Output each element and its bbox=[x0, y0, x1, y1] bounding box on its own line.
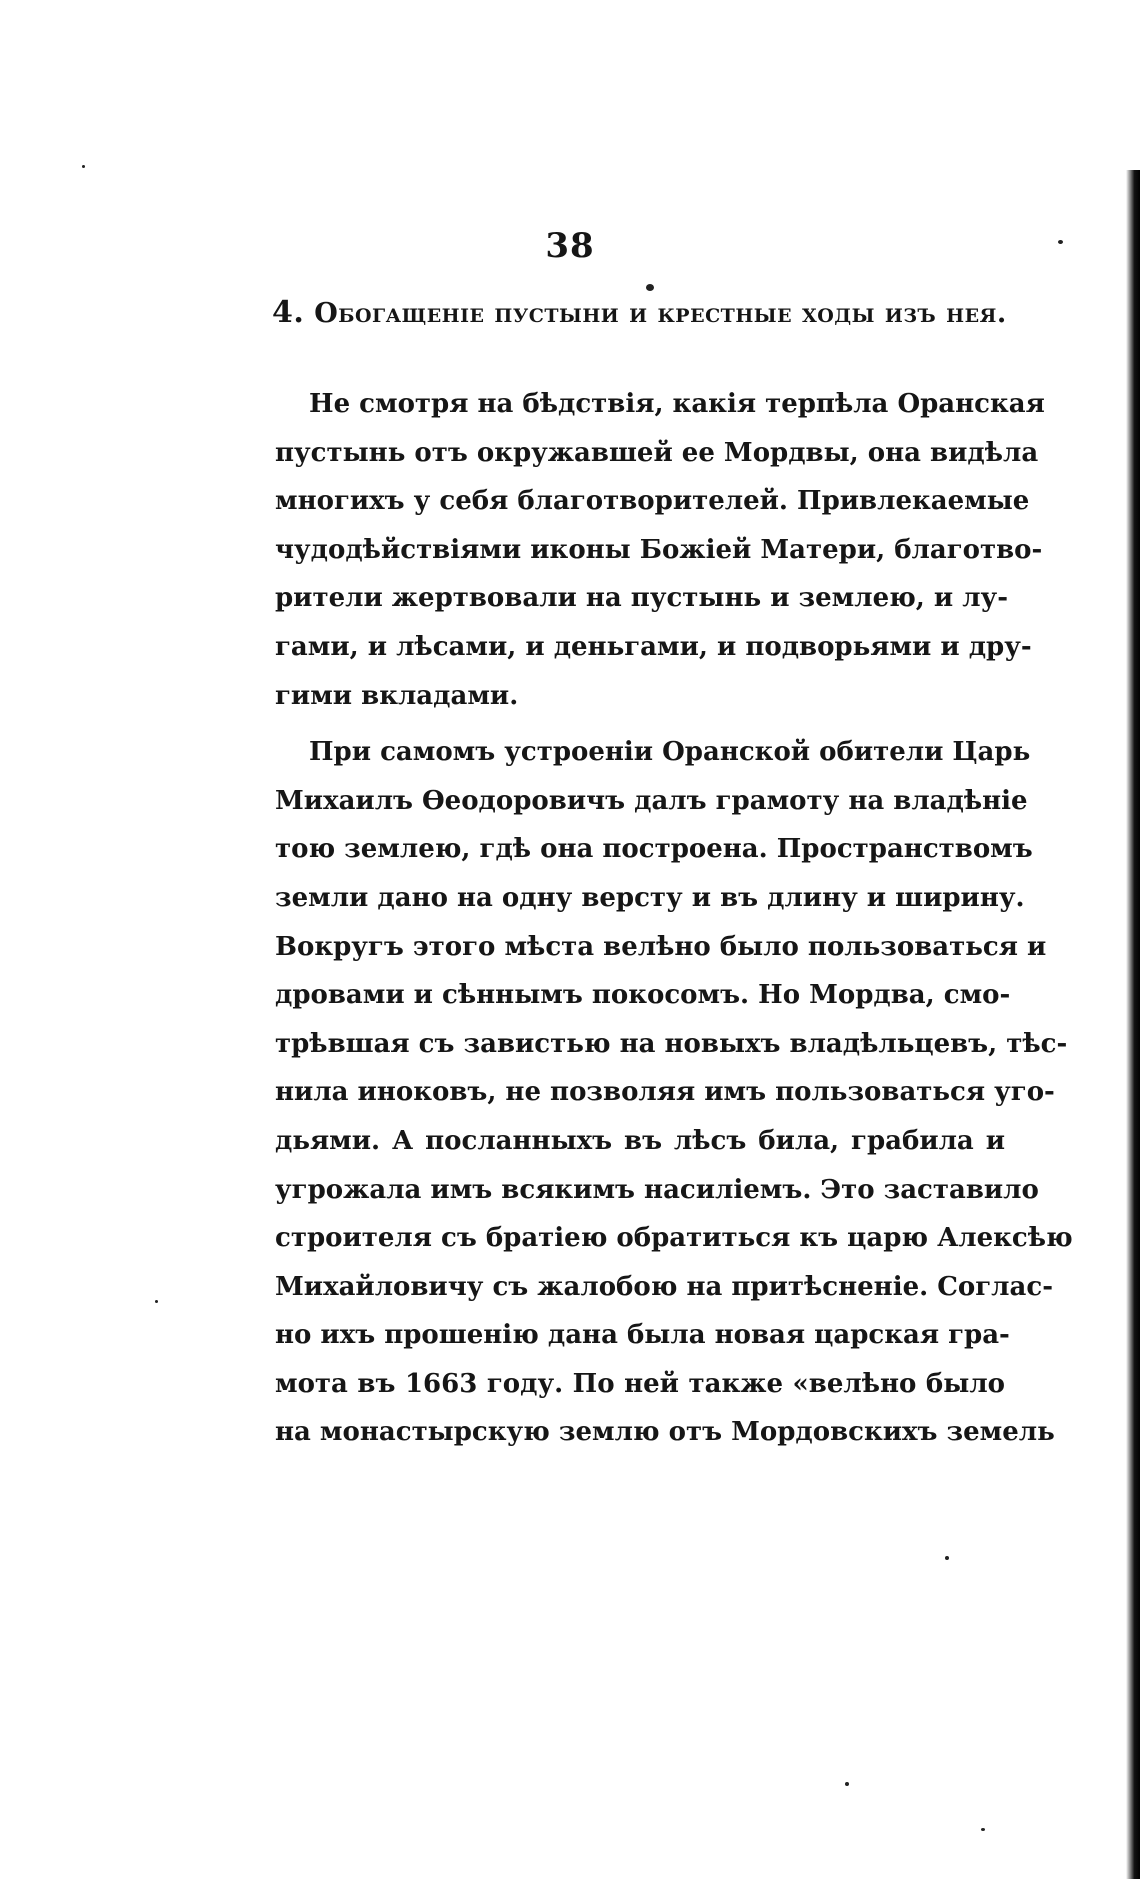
text-line: угрожала имъ всякимъ насиліемъ. Это заставило bbox=[275, 1174, 1039, 1205]
paper-speck bbox=[155, 1300, 158, 1303]
text-line: Михайловичу съ жалобою на притѣсненіе. Соглас- bbox=[275, 1271, 1053, 1302]
text-line: Михаилъ Ѳеодоровичъ далъ грамоту на владѣніе bbox=[275, 785, 1028, 816]
paper-speck bbox=[981, 1828, 985, 1831]
paragraph bbox=[275, 728, 1073, 1457]
page-edge-shadow bbox=[1126, 170, 1140, 1879]
paragraph bbox=[275, 380, 1045, 720]
text-line: земли дано на одну версту и въ длину и ширину. bbox=[275, 882, 1025, 913]
text-line: трѣвшая съ завистью на новыхъ владѣльцевъ, тѣс- bbox=[275, 1028, 1068, 1059]
page-number: 38 bbox=[545, 226, 595, 266]
text-line: пустынь отъ окружавшей ее Мордвы, она видѣла bbox=[275, 437, 1039, 468]
text-line: дьями. А посланныхъ въ лѣсъ била, грабила и bbox=[275, 1125, 1005, 1156]
section-title: Обогащеніе пустыни и крестные ходы изъ нея. bbox=[314, 298, 1007, 329]
text-line: нила иноковъ, не позволяя имъ пользоваться уго- bbox=[275, 1077, 1055, 1108]
text-line: гими вкладами. bbox=[275, 680, 519, 711]
text-line: рители жертвовали на пустынь и землею, и лу- bbox=[275, 583, 1008, 614]
paper-speck bbox=[82, 165, 85, 168]
section-number: 4. bbox=[272, 295, 305, 330]
text-line: гами, и лѣсами, и деньгами, и подворьями и дру- bbox=[275, 631, 1032, 662]
text-line: строителя съ братіею обратиться къ царю Алексѣю bbox=[275, 1223, 1073, 1254]
text-line: чудодѣйствіями иконы Божіей Матери, благотво- bbox=[275, 534, 1043, 565]
body-text bbox=[275, 380, 1073, 1457]
text-line: дровами и сѣннымъ покосомъ. Но Мордва, смо- bbox=[275, 980, 1011, 1011]
paragraph-gap bbox=[275, 720, 1005, 728]
text-line: но ихъ прошенію дана была новая царская гра- bbox=[275, 1320, 1010, 1351]
paper-speck bbox=[646, 284, 654, 291]
text-line: Не смотря на бѣдствія, какія терпѣла Оранская bbox=[309, 389, 1045, 419]
text-line: При самомъ устроеніи Оранской обители Царь bbox=[309, 737, 1031, 768]
paper-speck bbox=[845, 1782, 849, 1786]
text-line: многихъ у себя благотворителей. Привлекаемые bbox=[275, 486, 1030, 517]
text-line: тою землею, гдѣ она построена. Пространствомъ bbox=[275, 834, 1033, 865]
section-heading bbox=[272, 295, 1007, 330]
text-line: мота въ 1663 году. По ней также «велѣно было bbox=[275, 1368, 1005, 1399]
text-line: Вокругъ этого мѣста велѣно было пользоваться и bbox=[275, 931, 1047, 962]
text-line: на монастырскую землю отъ Мордовскихъ земель bbox=[275, 1417, 1055, 1448]
paper-speck bbox=[945, 1556, 949, 1560]
